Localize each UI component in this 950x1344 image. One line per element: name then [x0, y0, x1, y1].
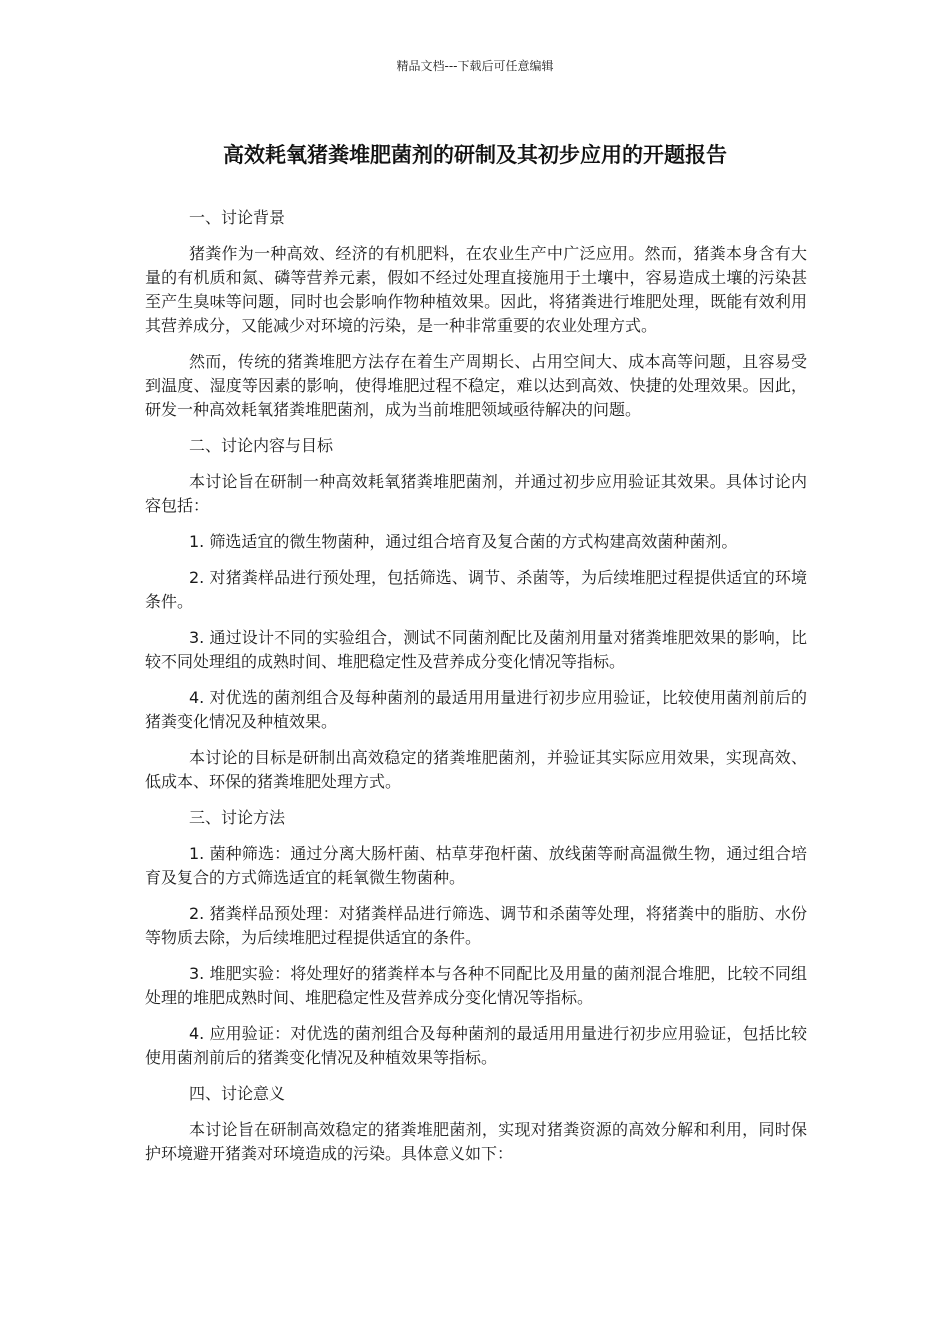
document-title: 高效耗氧猪粪堆肥菌剂的研制及其初步应用的开题报告 — [223, 143, 727, 167]
section-heading-background: 一、讨论背景 — [189, 208, 286, 227]
list-item: 4. 应用验证：对优选的菌剂组合及每种菌剂的最适用用量进行初步应用验证，包括比较使用菌剂前后的猪粪变化情况及种植效果等指标。 — [145, 1024, 807, 1067]
list-item: 3. 通过设计不同的实验组合，测试不同菌剂配比及菌剂用量对猪粪堆肥效果的影响，比较不同处理组的成熟时间、堆肥稳定性及营养成分变化情况等指标。 — [145, 628, 807, 671]
paragraph: 然而，传统的猪粪堆肥方法存在着生产周期长、占用空间大、成本高等问题，且容易受到温度、湿度等因素的影响，使得堆肥过程不稳定，难以达到高效、快捷的处理效果。因此，研发一种高效耗氧猪粪堆肥菌剂，成为当前堆肥领域亟待解决的问题。 — [145, 352, 807, 419]
list-item: 2. 猪粪样品预处理：对猪粪样品进行筛选、调节和杀菌等处理，将猪粪中的脂肪、水份等物质去除，为后续堆肥过程提供适宜的条件。 — [145, 904, 807, 947]
paragraph: 猪粪作为一种高效、经济的有机肥料，在农业生产中广泛应用。然而，猪粪本身含有大量的有机质和氮、磷等营养元素，假如不经过处理直接施用于土壤中，容易造成土壤的污染甚至产生臭味等问题，同时也会影响作物种植效果。因此，将猪粪进行堆肥处理，既能有效利用其营养成分，又能减少对环境的污染，是一种非常重要的农业处理方式。 — [145, 244, 807, 335]
section-heading-content-goals: 二、讨论内容与目标 — [189, 436, 334, 455]
section-heading-significance: 四、讨论意义 — [189, 1084, 286, 1103]
paragraph: 本讨论旨在研制一种高效耗氧猪粪堆肥菌剂，并通过初步应用验证其效果。具体讨论内容包括： — [145, 472, 807, 515]
paragraph: 本讨论的目标是研制出高效稳定的猪粪堆肥菌剂，并验证其实际应用效果，实现高效、低成本、环保的猪粪堆肥处理方式。 — [145, 748, 807, 791]
header-note: 精品文档---下载后可任意编辑 — [396, 59, 554, 73]
paragraph: 本讨论旨在研制高效稳定的猪粪堆肥菌剂，实现对猪粪资源的高效分解和利用，同时保护环境避开猪粪对环境造成的污染。具体意义如下： — [145, 1120, 807, 1163]
list-item: 1. 菌种筛选：通过分离大肠杆菌、枯草芽孢杆菌、放线菌等耐高温微生物，通过组合培育及复合的方式筛选适宜的耗氧微生物菌种。 — [145, 844, 807, 887]
list-item: 1. 筛选适宜的微生物菌种，通过组合培育及复合菌的方式构建高效菌种菌剂。 — [189, 532, 738, 551]
section-heading-methods: 三、讨论方法 — [189, 808, 286, 827]
list-item: 3. 堆肥实验：将处理好的猪粪样本与各种不同配比及用量的菌剂混合堆肥，比较不同组处理的堆肥成熟时间、堆肥稳定性及营养成分变化情况等指标。 — [145, 964, 807, 1007]
list-item: 4. 对优选的菌剂组合及每种菌剂的最适用用量进行初步应用验证，比较使用菌剂前后的猪粪变化情况及种植效果。 — [145, 688, 807, 731]
document-body — [145, 206, 807, 1178]
list-item: 2. 对猪粪样品进行预处理，包括筛选、调节、杀菌等，为后续堆肥过程提供适宜的环境条件。 — [145, 568, 807, 611]
